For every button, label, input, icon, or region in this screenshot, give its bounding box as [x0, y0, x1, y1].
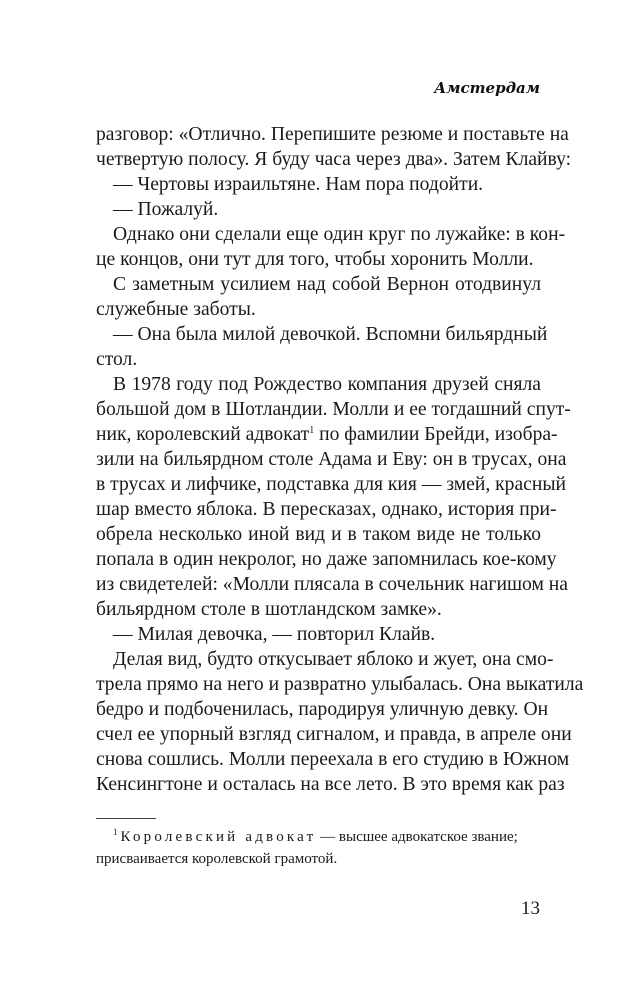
text-line: служебные заботы.	[96, 299, 256, 320]
text-line: стол.	[96, 349, 138, 370]
text-line: — Чертовы израильтяне. Нам пора подойти.	[113, 174, 484, 195]
text-line: бильярдном столе в шотландском замке».	[96, 599, 442, 620]
text-line: из свидетелей: «Молли плясала в сочельник нагишом на	[96, 574, 568, 595]
text-line: шар вместо яблока. В пересказах, однако, история при-	[96, 499, 557, 520]
text-line: Кенсингтоне и осталась на все лето. В это время как раз	[96, 774, 565, 795]
text-line: Делая вид, будто откусывает яблоко и жует, она смо-	[113, 649, 554, 670]
text-line: трела прямо на него и развратно улыбалась. Она выкатила	[96, 674, 584, 695]
text-segment: по фамилии Брейди, изобра-	[314, 424, 558, 445]
footnote-separator	[96, 818, 156, 819]
text-line: — Милая девочка, — повторил Клайв.	[113, 624, 436, 645]
text-line: В 1978 году под Рождество компания друзей сняла	[113, 374, 541, 395]
text-line	[96, 422, 558, 447]
text-line: — Она была милой девочкой. Вспомни бильярдный	[113, 324, 548, 345]
footnote-line-1	[96, 826, 541, 848]
body-text	[96, 122, 584, 797]
text-line: С заметным усилием над собой Вернон отодвинул	[113, 274, 541, 295]
footnote-term: Королевский адвокат	[120, 829, 317, 845]
text-line: четвертую полосу. Я буду часа через два». Затем Клайву:	[96, 149, 572, 170]
footnote-line-2: присваивается королевской грамотой.	[96, 851, 338, 867]
text-line: зили на бильярдном столе Адама и Еву: он в трусах, она	[96, 449, 567, 470]
text-line: обрела несколько иной вид и в таком виде не только	[96, 524, 541, 545]
text-line: попала в один некролог, но даже запомнилась кое-кому	[96, 549, 557, 570]
footnote-reference[interactable]: 1	[309, 425, 315, 436]
text-line: разговор: «Отлично. Перепишите резюме и поставьте на	[96, 124, 569, 145]
text-line: це концов, они тут для того, чтобы хоронить Молли.	[96, 249, 534, 270]
text-line: бедро и подбоченилась, пародируя уличную девку. Он	[96, 699, 549, 720]
text-line: большой дом в Шотландии. Молли и ее тогдашний спут-	[96, 399, 571, 420]
running-head: Амстердам	[434, 79, 540, 97]
text-line: снова сошлись. Молли переехала в его студию в Южном	[96, 749, 570, 770]
footnote	[96, 826, 541, 870]
text-line: счел ее упорный взгляд сигналом, и правда, в апреле они	[96, 724, 572, 745]
text-segment: ник, королевский адвокат	[96, 424, 310, 445]
footnote-definition: — высшее адвокатское звание;	[316, 829, 518, 845]
text-line: в трусах и лифчике, подставка для кия — змей, красный	[96, 474, 567, 495]
text-line: — Пожалуй.	[113, 199, 219, 220]
footnote-marker: 1	[113, 827, 118, 837]
text-line: Однако они сделали еще один круг по лужайке: в кон-	[113, 224, 566, 245]
page-number: 13	[521, 898, 540, 919]
